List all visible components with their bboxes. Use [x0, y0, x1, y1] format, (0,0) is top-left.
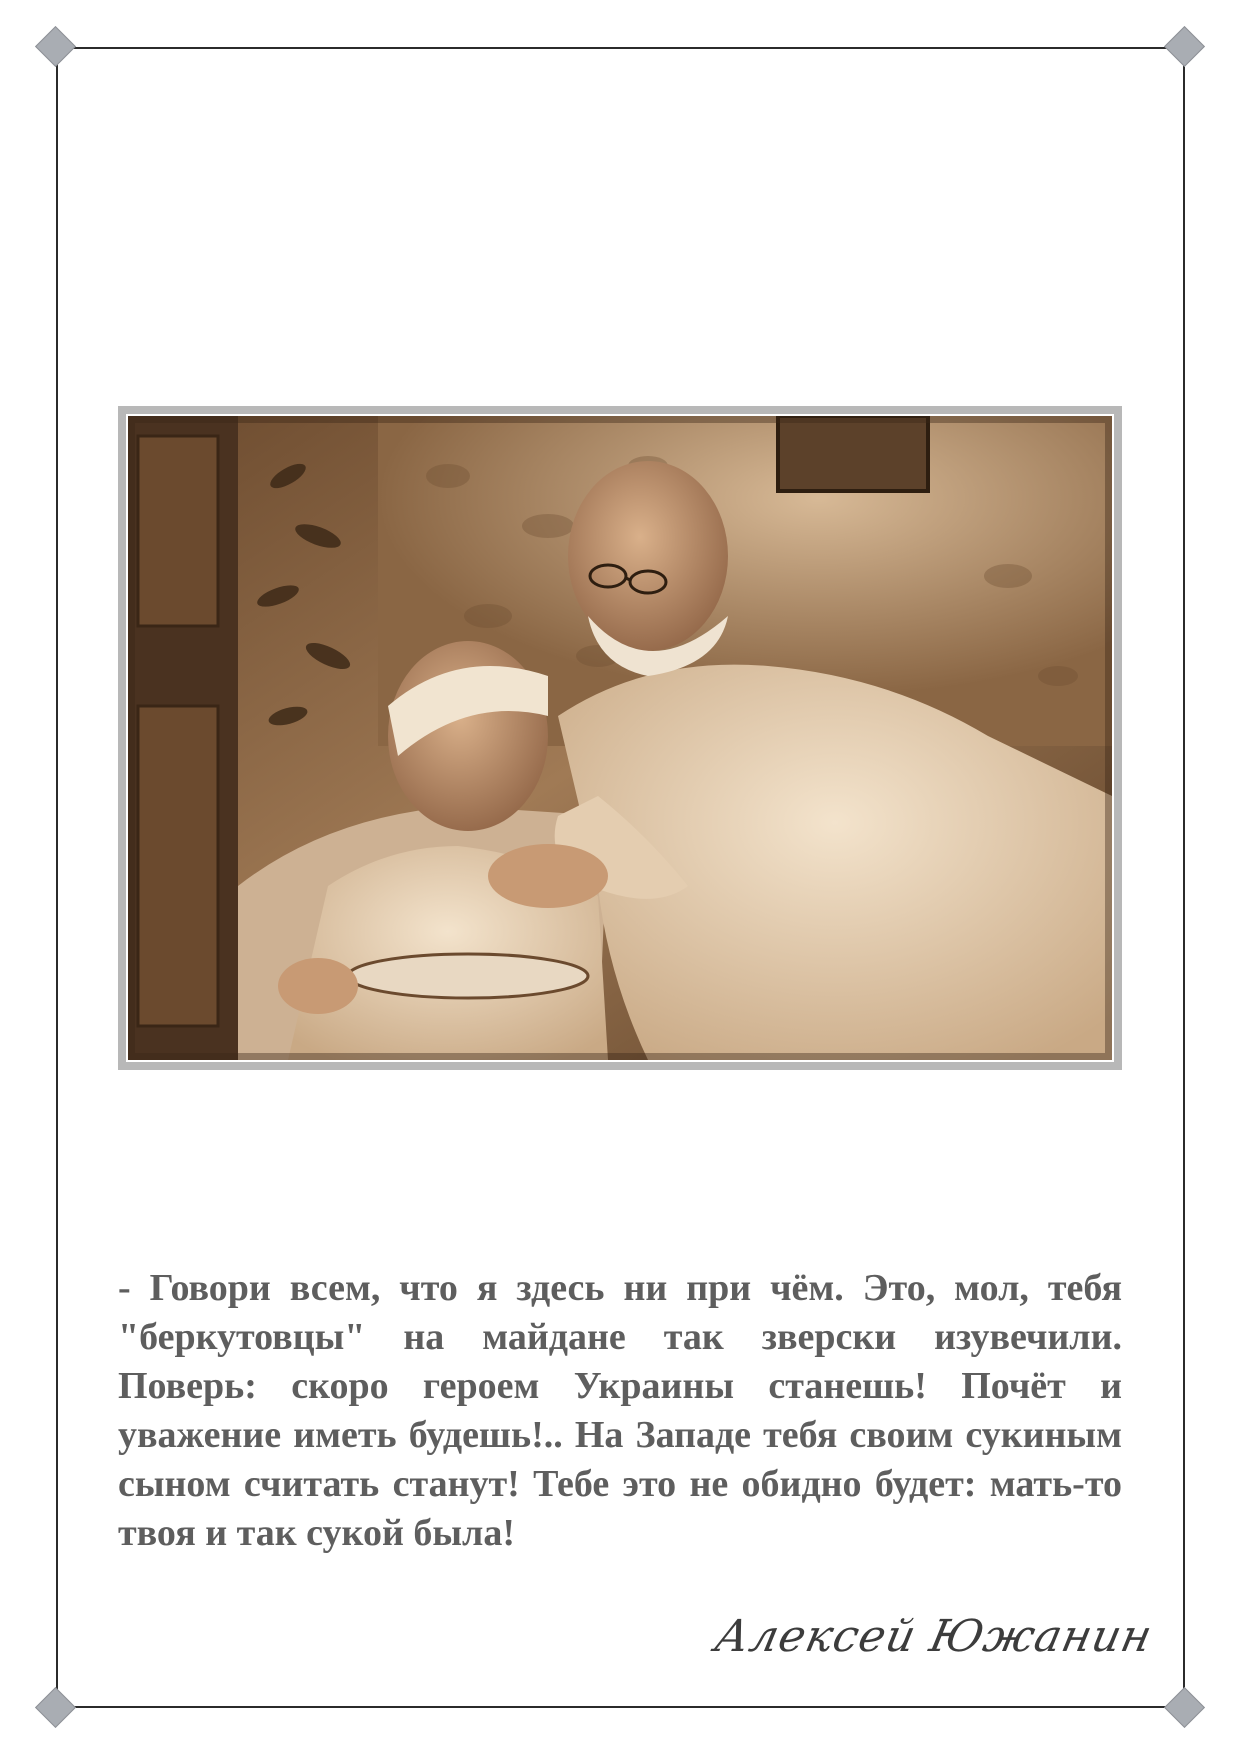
photo-frame: [118, 406, 1122, 1070]
photo-illustration: [128, 416, 1112, 1060]
quote-text: - Говори всем, что я здесь ни при чём. Это, мол, тебя "беркутовцы" на майдане так зверски изувечили. Поверь: скоро героем Украины станешь! Почёт и уважение иметь будешь!.. На Западе тебя своим сукиным сыном считать станут! Тебе это не обидно будет: мать-то твоя и так сукой была!: [118, 1267, 1122, 1554]
sepia-photo: [126, 414, 1114, 1062]
author-signature: Алексей Южанин: [710, 1611, 1158, 1662]
